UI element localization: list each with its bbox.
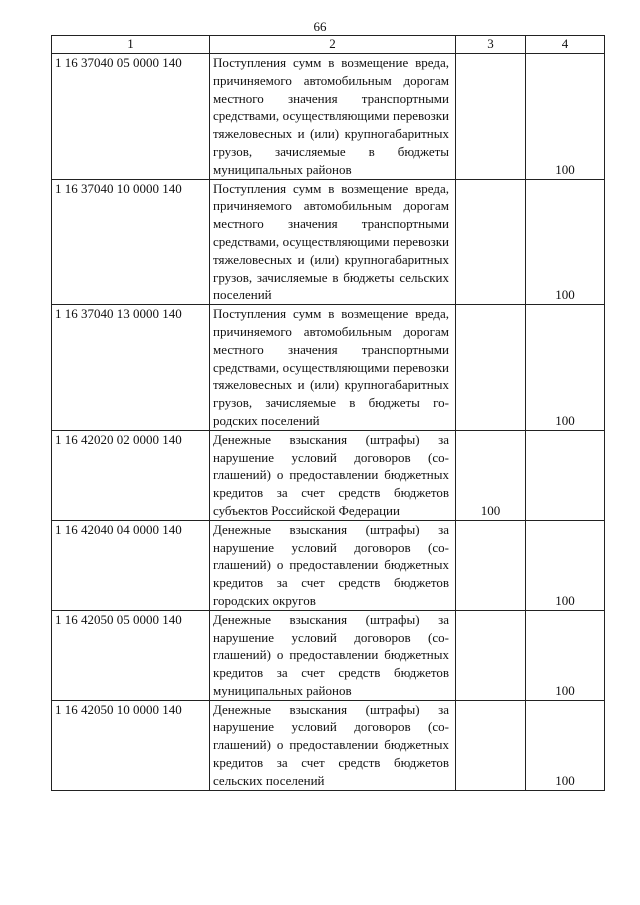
column-4-cell (526, 179, 605, 305)
revenue-description: Поступления сумм в возмещение вреда, причиняемого автомобильным дорогам местного значения транспортными средствами, осуществляющими перевозки тяжеловесных и (или) крупногабаритных грузов, зачисляемые в бюджеты муниципальных районов (210, 54, 456, 180)
column-3-cell (456, 610, 526, 700)
column-header-3: 3 (456, 36, 526, 54)
table-row (52, 700, 605, 790)
page-number: 66 (313, 19, 327, 34)
table-header-row (52, 36, 605, 54)
revenue-description: Поступления сумм в возмещение вреда, причиняемого автомобильным дорогам местного значения транспортными средствами, осуществляющими перевозки тяжеловесных и (или) крупногабаритных грузов, зачисляемые в бюджеты городских поселений (210, 305, 456, 431)
budget-code: 1 16 42020 02 0000 140 (52, 430, 210, 520)
budget-code: 1 16 37040 13 0000 140 (52, 305, 210, 431)
table-row (52, 179, 605, 305)
column-3-cell (456, 179, 526, 305)
column-4-cell (526, 305, 605, 431)
table-row (52, 520, 605, 610)
revenue-description: Денежные взыскания (штрафы) за нарушение условий договоров (соглашений) о предоставлении бюджетных кредитов за счет средств бюджетов субъектов Российской Федерации (210, 430, 456, 520)
revenue-description: Денежные взыскания (штрафы) за нарушение условий договоров (соглашений) о предоставлении бюджетных кредитов за счет средств бюджетов городских округов (210, 520, 456, 610)
table-row (52, 610, 605, 700)
column-3-cell (456, 430, 526, 520)
column-4-cell (526, 610, 605, 700)
table-row (52, 430, 605, 520)
revenue-classification-table (51, 35, 605, 791)
column-3-cell (456, 700, 526, 790)
column-4-value: 100 (555, 682, 575, 698)
budget-code: 1 16 42050 05 0000 140 (52, 610, 210, 700)
column-header-2: 2 (210, 36, 456, 54)
column-3-cell (456, 54, 526, 180)
revenue-description: Поступления сумм в возмещение вреда, причиняемого автомобильным дорогам местного значения транспортными средствами, осуществляющими перевозки тяжеловесных и (или) крупногабаритных грузов, зачисляемые в бюджеты сельских поселений (210, 179, 456, 305)
column-4-value: 100 (555, 592, 575, 608)
revenue-description: Денежные взыскания (штрафы) за нарушение условий договоров (соглашений) о предоставлении бюджетных кредитов за счет средств бюджетов муниципальных районов (210, 610, 456, 700)
budget-code: 1 16 37040 05 0000 140 (52, 54, 210, 180)
column-4-cell (526, 700, 605, 790)
column-header-4: 4 (526, 36, 605, 54)
column-4-cell (526, 54, 605, 180)
budget-code: 1 16 42050 10 0000 140 (52, 700, 210, 790)
column-header-1: 1 (52, 36, 210, 54)
column-3-cell (456, 305, 526, 431)
column-3-value: 100 (480, 502, 501, 518)
column-4-cell (526, 520, 605, 610)
column-4-value: 100 (555, 161, 575, 177)
table-row (52, 305, 605, 431)
column-3-cell (456, 520, 526, 610)
budget-code: 1 16 42040 04 0000 140 (52, 520, 210, 610)
column-4-value: 100 (555, 412, 575, 428)
table-row (52, 54, 605, 180)
budget-code: 1 16 37040 10 0000 140 (52, 179, 210, 305)
revenue-description: Денежные взыскания (штрафы) за нарушение условий договоров (соглашений) о предоставлении бюджетных кредитов за счет средств бюджетов сельских поселений (210, 700, 456, 790)
column-4-value: 100 (555, 772, 575, 788)
column-4-cell (526, 430, 605, 520)
column-4-value: 100 (555, 287, 575, 303)
